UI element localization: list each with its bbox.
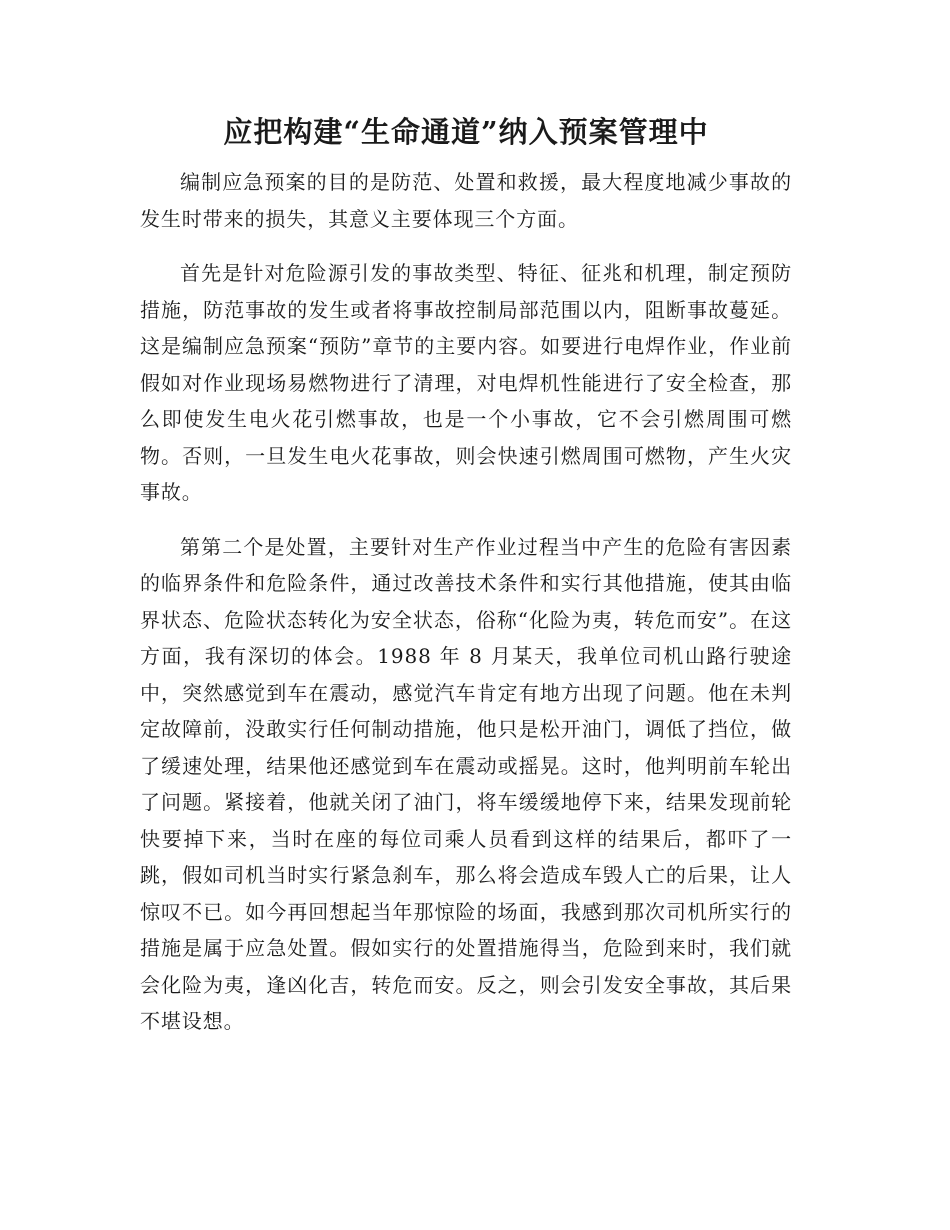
paragraph-purpose: 编制应急预案的目的是防范、处置和救援，最大程度地减少事故的发生时带来的损失，其意义主要体现三个方面。 [140,170,792,231]
document-title: 应把构建“生命通道”纳入预案管理中 [223,115,709,149]
paragraph-handling: 第第二个是处置，主要针对生产作业过程当中产生的危险有害因素的临界条件和危险条件，通过改善技术条件和实行其他措施，使其由临界状态、危险状态转化为安全状态，俗称“化险为夷，转危而安”。在这方面，我有深切的体会。1988 年 8 月某天，我单位司机山路行驶途中，突然感觉到车在震动，感觉汽车肯定有地方出现了问题。他在未判定故障前，没敢实行任何制动措施，他只是松开油门，调低了挡位，做了缓速处理，结果他还感觉到车在震动或摇晃。这时，他判明前车轮出了问题。紧接着，他就关闭了油门，将车缓缓地停下来，结果发现前轮快要掉下来，当时在座的每位司乘人员看到这样的结果后，都吓了一跳，假如司机当时实行紧急刹车，那么将会造成车毁人亡的后果，让人惊叹不已。如今再回想起当年那惊险的场面，我感到那次司机所实行的措施是属于应急处置。假如实行的处置措施得当，危险到来时，我们就会化险为夷，逢凶化吉，转危而安。反之，则会引发安全事故，其后果不堪设想。 [140,534,792,1033]
paragraph-prevention: 首先是针对危险源引发的事故类型、特征、征兆和机理，制定预防措施，防范事故的发生或者将事故控制局部范围以内，阻断事故蔓延。这是编制应急预案“预防”章节的主要内容。如要进行电焊作业，作业前假如对作业现场易燃物进行了清理，对电焊机性能进行了安全检查，那么即使发生电火花引燃事故，也是一个小事故，它不会引燃周围可燃物。否则，一旦发生电火花事故，则会快速引燃周围可燃物，产生火灾事故。 [140,261,792,504]
document-body [140,110,792,1058]
